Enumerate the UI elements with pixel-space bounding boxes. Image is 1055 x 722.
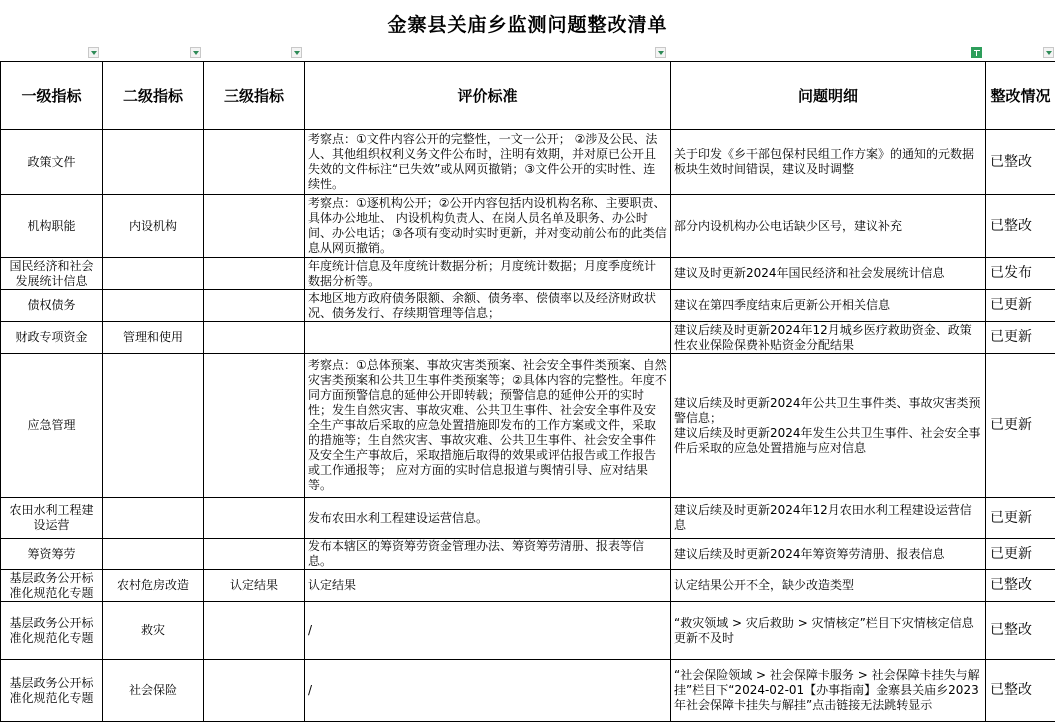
level1-cell[interactable]: 政策文件 [1,130,103,195]
header-status: 整改情况 [986,62,1055,130]
standard-cell[interactable]: 发布农田水利工程建设运营信息。 [305,498,671,539]
table-row [1,322,1055,354]
level2-cell[interactable]: 救灾 [103,602,204,660]
level2-cell[interactable] [103,130,204,195]
status-cell[interactable]: 已更新 [986,322,1055,354]
title-cell [0,0,1055,46]
level2-cell[interactable] [103,258,204,290]
table-row [1,498,1055,539]
table-row [1,660,1055,722]
level1-cell[interactable]: 债权债务 [1,290,103,322]
issue-cell[interactable]: 部分内设机构办公电话缺少区号，建议补充 [671,195,986,258]
level1-cell[interactable]: 基层政务公开标准化规范化专题 [1,660,103,722]
table-row [1,570,1055,602]
level3-cell[interactable] [204,195,305,258]
header-standard: 评价标准 [305,62,671,130]
level1-cell[interactable]: 机构职能 [1,195,103,258]
level3-cell[interactable] [204,498,305,539]
status-cell[interactable]: 已整改 [986,602,1055,660]
standard-cell[interactable]: 考察点：①逐机构公开；②公开内容包括内设机构名称、主要职责、具体办公地址、 内设机构负责人、在岗人员名单及职务、办公时间、办公电话；③各项有变动时实时更新，并对变动前公布的此类信息从网页撤销。 [305,195,671,258]
issue-cell[interactable]: “救灾领域 > 灾后救助 > 灾情核定”栏目下灾情核定信息更新不及时 [671,602,986,660]
issue-cell[interactable]: 建议后续及时更新2024年12月城乡医疗救助资金、政策性农业保险保费补贴资金分配结果 [671,322,986,354]
issue-cell[interactable]: 认定结果公开不全，缺少改造类型 [671,570,986,602]
issue-cell[interactable]: “社会保险领域 > 社会保障卡服务 > 社会保障卡挂失与解挂”栏目下“2024-02-01【办事指南】金寨县关庙乡2023年社会保障卡挂失与解挂”点击链接无法跳转显示 [671,660,986,722]
standard-cell[interactable]: 考察点：①总体预案、事故灾害类预案、社会安全事件类预案、自然灾害类预案和公共卫生事件类预案等；②具体内容的完整性。年度不同方面预警信息的延伸公开即转载；预警信息的延伸公开的实时性；发生自然灾害、事故灾难、公共卫生事件、社会安全事件及安全生产事故后采取的应急处置措施即发布的工作方案或文件，采取的措施等；生自然灾害、事故灾难、公共卫生事件、社会安全事件及安全生产事故后，采取措施后取得的效果或评估报告或工作报告或工作通报等； 应对方面的实时信息报道与舆情引导、应对结果等。 [305,354,671,498]
standard-cell[interactable]: / [305,660,671,722]
status-cell[interactable]: 已更新 [986,290,1055,322]
standard-cell[interactable]: 年度统计信息及年度统计数据分析；月度统计数据；月度季度统计数据分析等。 [305,258,671,290]
level3-cell[interactable] [204,354,305,498]
table-row [1,290,1055,322]
issue-cell[interactable]: 建议在第四季度结束后更新公开相关信息 [671,290,986,322]
level3-cell[interactable] [204,322,305,354]
table-row [1,354,1055,498]
header-level2: 二级指标 [103,62,204,130]
level2-cell[interactable] [103,498,204,539]
level2-cell[interactable] [103,354,204,498]
level2-cell[interactable]: 社会保险 [103,660,204,722]
standard-cell[interactable]: / [305,602,671,660]
level2-cell[interactable] [103,539,204,570]
level3-cell[interactable] [204,290,305,322]
table-row [1,130,1055,195]
status-cell[interactable]: 已整改 [986,195,1055,258]
issue-cell[interactable]: 建议后续及时更新2024年筹资筹劳清册、报表信息 [671,539,986,570]
filter-dropdown-icon[interactable] [1043,47,1054,58]
header-level3: 三级指标 [204,62,305,130]
level1-cell[interactable]: 应急管理 [1,354,103,498]
level3-cell[interactable] [204,660,305,722]
level1-cell[interactable]: 国民经济和社会发展统计信息 [1,258,103,290]
level2-cell[interactable] [103,290,204,322]
level2-cell[interactable]: 内设机构 [103,195,204,258]
table-row [1,602,1055,660]
standard-cell[interactable]: 发布本辖区的筹资筹劳资金管理办法、筹资筹劳清册、报表等信息。 [305,539,671,570]
status-cell[interactable]: 已更新 [986,498,1055,539]
level3-cell[interactable] [204,602,305,660]
sheet-title: 金寨县关庙乡监测问题整改清单 [387,10,667,37]
status-cell[interactable]: 已整改 [986,130,1055,195]
issue-cell[interactable]: 建议后续及时更新2024年公共卫生事件类、事故灾害类预警信息； 建议后续及时更新2024年发生公共卫生事件、社会安全事件后采取的应急处置措施与应对信息 [671,354,986,498]
filter-dropdown-icon[interactable] [291,47,302,58]
filter-active-icon[interactable] [971,47,982,58]
filter-dropdown-icon[interactable] [655,47,666,58]
standard-cell[interactable]: 考察点：①文件内容公开的完整性，一文一公开； ②涉及公民、法人、其他组织权利义务文件公布时，注明有效期，并对原已公开且失效的文件标注“已失效”或从网页撤销；③文件公开的实时性、连续性。 [305,130,671,195]
issue-cell[interactable]: 建议及时更新2024年国民经济和社会发展统计信息 [671,258,986,290]
status-cell[interactable]: 已更新 [986,354,1055,498]
header-row [1,62,1055,130]
status-cell[interactable]: 已发布 [986,258,1055,290]
header-issue: 问题明细 [671,62,986,130]
level1-cell[interactable]: 农田水利工程建设运营 [1,498,103,539]
issue-cell[interactable]: 关于印发《乡干部包保村民组工作方案》的通知的元数据板块生效时间错误，建议及时调整 [671,130,986,195]
header-level1: 一级指标 [1,62,103,130]
level1-cell[interactable]: 基层政务公开标准化规范化专题 [1,570,103,602]
level1-cell[interactable]: 筹资筹劳 [1,539,103,570]
table-row [1,258,1055,290]
level2-cell[interactable]: 农村危房改造 [103,570,204,602]
standard-cell[interactable]: 本地区地方政府债务限额、余额、债务率、偿债率以及经济财政状况、债务发行、存续期管理等信息； [305,290,671,322]
filter-row [0,46,1055,61]
issue-cell[interactable]: 建议后续及时更新2024年12月农田水利工程建设运营信息 [671,498,986,539]
level3-cell[interactable] [204,539,305,570]
level1-cell[interactable]: 基层政务公开标准化规范化专题 [1,602,103,660]
level3-cell[interactable] [204,130,305,195]
standard-cell[interactable] [305,322,671,354]
filter-dropdown-icon[interactable] [88,47,99,58]
status-cell[interactable]: 已整改 [986,570,1055,602]
status-cell[interactable]: 已更新 [986,539,1055,570]
level1-cell[interactable]: 财政专项资金 [1,322,103,354]
level3-cell[interactable] [204,258,305,290]
table-row [1,539,1055,570]
standard-cell[interactable]: 认定结果 [305,570,671,602]
level2-cell[interactable]: 管理和使用 [103,322,204,354]
status-cell[interactable]: 已整改 [986,660,1055,722]
filter-dropdown-icon[interactable] [190,47,201,58]
table-row [1,195,1055,258]
level3-cell[interactable]: 认定结果 [204,570,305,602]
rectification-table [0,61,1055,722]
